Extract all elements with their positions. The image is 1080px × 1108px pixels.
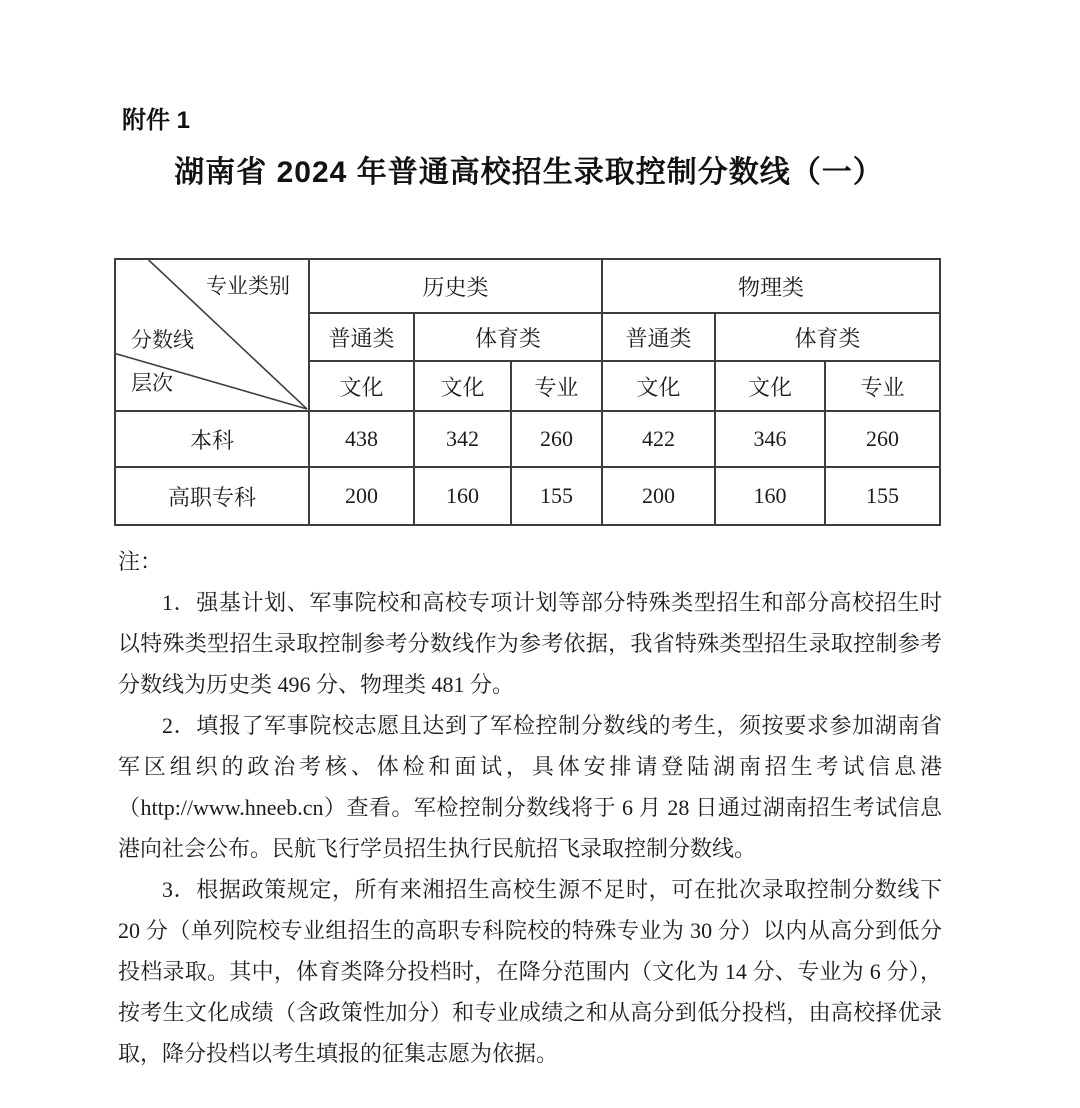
sub-header-cell: 体育类 bbox=[414, 313, 602, 361]
score-cell: 346 bbox=[715, 411, 825, 467]
score-cell: 260 bbox=[825, 411, 940, 467]
score-cell: 155 bbox=[825, 467, 940, 525]
leaf-header-cell: 文化 bbox=[602, 361, 715, 411]
leaf-header-cell: 专业 bbox=[825, 361, 940, 411]
page-title: 湖南省 2024 年普通高校招生录取控制分数线（一） bbox=[174, 156, 884, 189]
corner-label-scoreline: 分数线 bbox=[131, 328, 194, 352]
score-table bbox=[114, 258, 941, 526]
leaf-header-cell: 文化 bbox=[309, 361, 414, 411]
group-header-physics: 物理类 bbox=[602, 259, 940, 313]
leaf-header-cell: 文化 bbox=[414, 361, 511, 411]
note-paragraph-1: 1．强基计划、军事院校和高校专项计划等部分特殊类型招生和部分高校招生时以特殊类型招生录取控制参考分数线作为参考依据，我省特殊类型招生录取控制参考分数线为历史类 496 分、物理类 481 分。 bbox=[118, 590, 942, 697]
attachment-label: 附件 1 bbox=[122, 107, 191, 134]
note-paragraph-3: 3．根据政策规定，所有来湘招生高校生源不足时，可在批次录取控制分数线下 20 分（单列院校专业组招生的高职专科院校的特殊专业为 30 分）以内从高分到低分投档录取。其中，体育类降分投档时，在降分范围内（文化为 14 分、专业为 6 分），按考生文化成绩（含政策性加分）和专业成绩之和从高分到低分投档，由高校择优录取，降分投档以考生填报的征集志愿为依据。 bbox=[118, 877, 942, 1066]
score-cell: 438 bbox=[309, 411, 414, 467]
score-cell: 422 bbox=[602, 411, 715, 467]
sub-header-cell: 体育类 bbox=[715, 313, 940, 361]
sub-header-cell: 普通类 bbox=[309, 313, 414, 361]
note-paragraph-2: 2．填报了军事院校志愿且达到了军检控制分数线的考生，须按要求参加湖南省军区组织的政治考核、体检和面试，具体安排请登陆湖南招生考试信息港（http://www.hneeb.cn）查看。军检控制分数线将于 6 月 28 日通过湖南招生考试信息港向社会公布。民航飞行学员招生执行民航招飞录取控制分数线。 bbox=[118, 713, 942, 861]
score-cell: 160 bbox=[715, 467, 825, 525]
level-cell: 本科 bbox=[115, 411, 309, 467]
notes-label: 注： bbox=[118, 549, 163, 574]
score-cell: 200 bbox=[602, 467, 715, 525]
table-row bbox=[115, 467, 940, 525]
corner-cell bbox=[115, 259, 309, 411]
level-cell: 高职专科 bbox=[115, 467, 309, 525]
corner-label-category: 专业类别 bbox=[206, 274, 290, 298]
notes-section bbox=[118, 541, 942, 1074]
score-cell: 160 bbox=[414, 467, 511, 525]
leaf-header-cell: 专业 bbox=[511, 361, 602, 411]
score-cell: 342 bbox=[414, 411, 511, 467]
score-cell: 200 bbox=[309, 467, 414, 525]
leaf-header-cell: 文化 bbox=[715, 361, 825, 411]
score-cell: 155 bbox=[511, 467, 602, 525]
sub-header-cell: 普通类 bbox=[602, 313, 715, 361]
score-cell: 260 bbox=[511, 411, 602, 467]
group-header-history: 历史类 bbox=[309, 259, 602, 313]
corner-label-level: 层次 bbox=[131, 371, 173, 395]
table-row bbox=[115, 411, 940, 467]
